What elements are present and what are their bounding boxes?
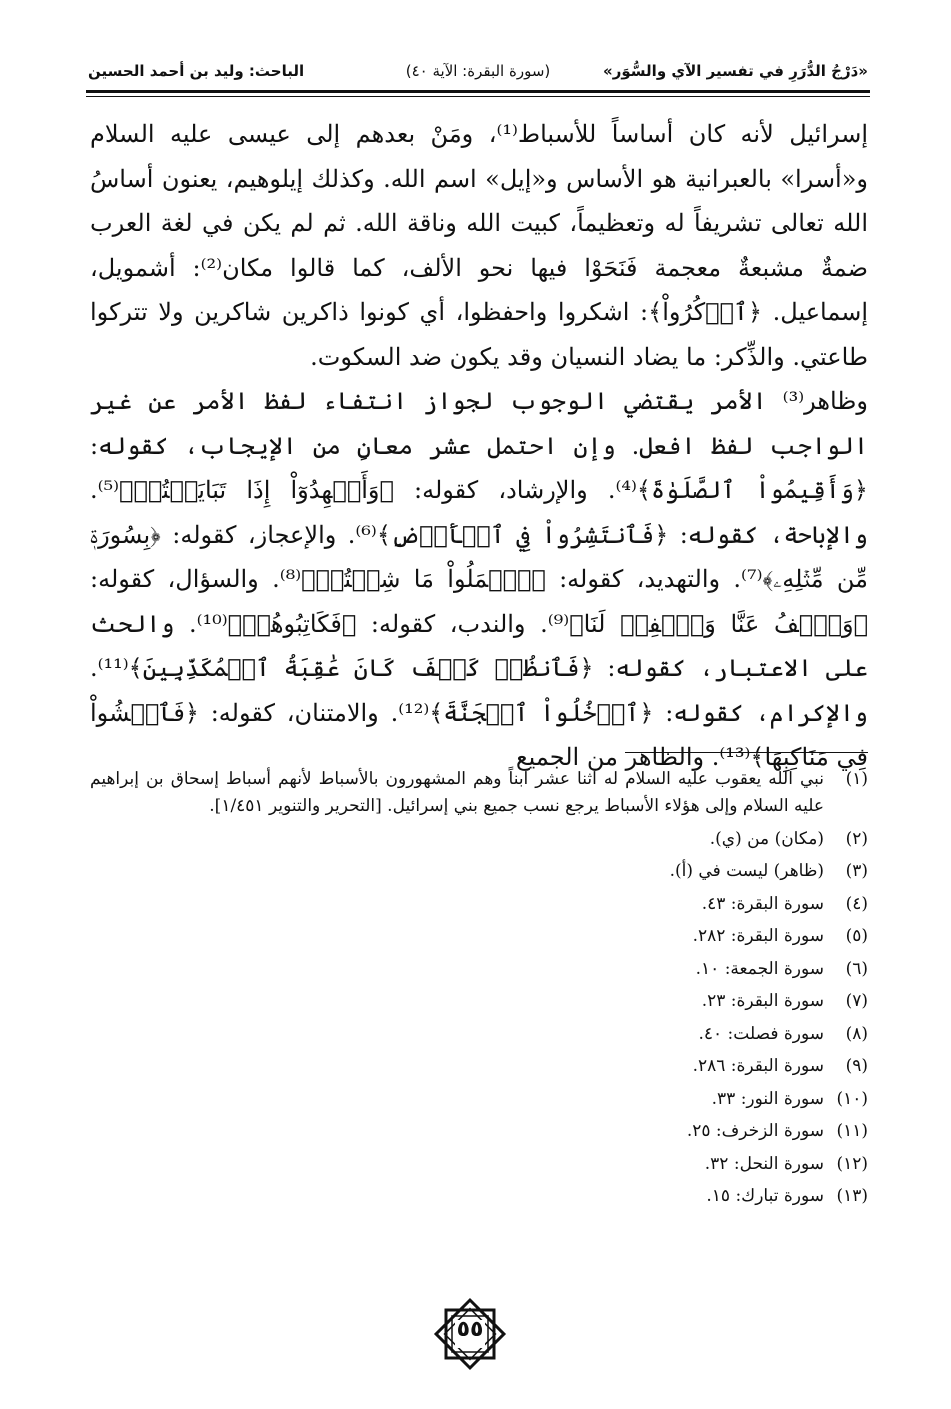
footnote-text: (ظاهر) ليست في (أ). (669, 861, 824, 881)
footnote-number: (١٠) (836, 1088, 868, 1109)
header-author: الباحث: وليد بن أحمد الحسين (88, 62, 305, 80)
footnote-number: (١) (845, 769, 868, 789)
page-number-ornament (424, 1302, 516, 1366)
footnote-item (90, 1118, 868, 1145)
footnote-number: (١٢) (836, 1153, 868, 1174)
footnote-text: سورة البقرة: ٢٨٢. (692, 926, 824, 946)
footnote-item (90, 1086, 868, 1113)
header-rule-thin (86, 96, 870, 97)
footnotes-list (90, 766, 868, 1286)
footnote-number: (٨) (845, 1023, 868, 1044)
footnote-text: سورة تبارك: ١٥. (706, 1186, 824, 1206)
footnote-text: سورة النور: ٣٣. (711, 1088, 824, 1109)
footnote-item (90, 766, 868, 820)
footnote-item (90, 1053, 868, 1080)
footnote-item (90, 1151, 868, 1178)
footnote-number: (٦) (845, 958, 868, 979)
footnote-number: (٩) (845, 1056, 868, 1076)
running-header (88, 60, 868, 86)
body-paragraph-1: إسرائيل لأنه كان أساساً للأسباط⁽¹⁾، ومَنْ بعدهم إلى عيسى عليه السلام و«أسرا» بالعبرانية هو الأساس و«إيل» اسم الله. وكذلك إيلوهيم، يعنون أساسُ الله تعالى تشريفاً له وتعظيماً، كبيت الله وناقة الله. ثم لم يكن في لغة العرب ضمةٌ مشبعةٌ معجمة فَنَحَوْا فيها نحو الألف، كما قالوا مكان⁽²⁾: أشمويل، إسماعيل. ﴿ٱذۡكُرُواْ﴾: اشكروا واحفظوا، أي كونوا ذاكرين شاكرين ولا تتركوا طاعتي. والذِّكر: ما يضاد النسيان وقد يكون ضد السكوت. (90, 120, 869, 371)
footnote-item (90, 988, 868, 1015)
footnote-text: نبي الله يعقوب عليه السلام له اثنا عشر ابناً وهم المشهورون بالأسباط لأنهم أسباط إسحاق بن إبراهيم عليه السلام وإلى هؤلاء الأسباط يرجع نسب جميع بني إسرائيل. [التحرير والتنوير ١/٤٥١]. (90, 769, 824, 816)
footnote-item (90, 1021, 868, 1048)
footnote-number: (٢) (845, 828, 868, 849)
footnote-item (90, 826, 868, 853)
footnote-item (90, 956, 868, 983)
footnote-text: سورة البقرة: ٢٣. (701, 991, 824, 1011)
footnote-item (90, 858, 868, 885)
footnote-number: (٥) (845, 926, 868, 946)
footnote-number: (١٣) (836, 1186, 868, 1206)
footnote-item (90, 891, 868, 918)
header-rule-thick (86, 90, 870, 93)
footnote-separator (625, 752, 868, 753)
main-text-block (90, 112, 869, 771)
footnote-text: سورة الزخرف: ٢٥. (686, 1121, 824, 1141)
body-paragraph-2: وظاهر⁽³⁾ الأمر يقتضي الوجوب لجواز انتفاء لفظ الأمر عن غير الواجب لفظ افعل. وإن احتمل عشر معانٍ من الإيجاب، كقوله: ﴿وَأَقِيمُواْ ٱلصَّلَوٰةَ﴾⁽⁴⁾. والإرشاد، كقوله: ﴿وَأَشۡهِدُوٓاْ إِذَا تَبَايَعۡتُمۡ﴾⁽⁵⁾. والإباحة، كقوله: ﴿فَٱنتَشِرُواْ فِي ٱلۡأَرۡضِ﴾⁽⁶⁾. والإعجاز، كقوله: ﴿بِسُورَةٖ مِّن مِّثۡلِهِۦ﴾⁽⁷⁾. والتهديد، كقوله: ﴿ٱعۡمَلُواْ مَا شِئۡتُمۡ﴾⁽⁸⁾. والسؤال، كقوله: ﴿وَٱعۡفُ عَنَّا وَٱغۡفِرۡ لَنَا﴾⁽⁹⁾. والندب، كقوله: ﴿فَكَاتِبُوهُمۡ﴾⁽¹⁰⁾. والحث على الاعتبار، كقوله: ﴿فَٱنظُرۡ كَيۡفَ كَانَ عَٰقِبَةُ ٱلۡمُكَذِّبِينَ﴾⁽¹¹⁾. والإكرام، كقوله: ﴿ٱدۡخُلُواْ ٱلۡجَنَّةَ﴾⁽¹²⁾. والامتنان، كقوله: ﴿فَٱمۡشُواْ فِي مَنَاكِبِهَا﴾⁽¹³⁾. والظاهر من الجميع (90, 387, 869, 771)
header-book-title: «دَرْجُ الدُّرَرِ في تفسير الآي والسُّوَر» (603, 62, 868, 80)
footnote-number: (١١) (836, 1121, 868, 1141)
footnote-text: سورة الجمعة: ١٠. (695, 958, 824, 979)
footnote-number: (٣) (845, 861, 868, 881)
footnote-text: سورة البقرة: ٢٨٦. (692, 1056, 824, 1076)
header-surah-reference: (سورة البقرة: الآية ٤٠) (405, 62, 551, 80)
footnote-item (90, 1183, 868, 1210)
footnote-number: (٧) (845, 991, 868, 1011)
footnote-text: سورة البقرة: ٤٣. (701, 893, 824, 914)
footnote-text: (مكان) من (ي). (709, 828, 824, 849)
footnote-text: سورة النحل: ٣٢. (704, 1153, 824, 1174)
footnote-item (90, 923, 868, 950)
footnote-text: سورة فصلت: ٤٠. (698, 1023, 824, 1044)
footnote-number: (٤) (845, 893, 868, 914)
page-number: ٥٥ (456, 1317, 484, 1342)
